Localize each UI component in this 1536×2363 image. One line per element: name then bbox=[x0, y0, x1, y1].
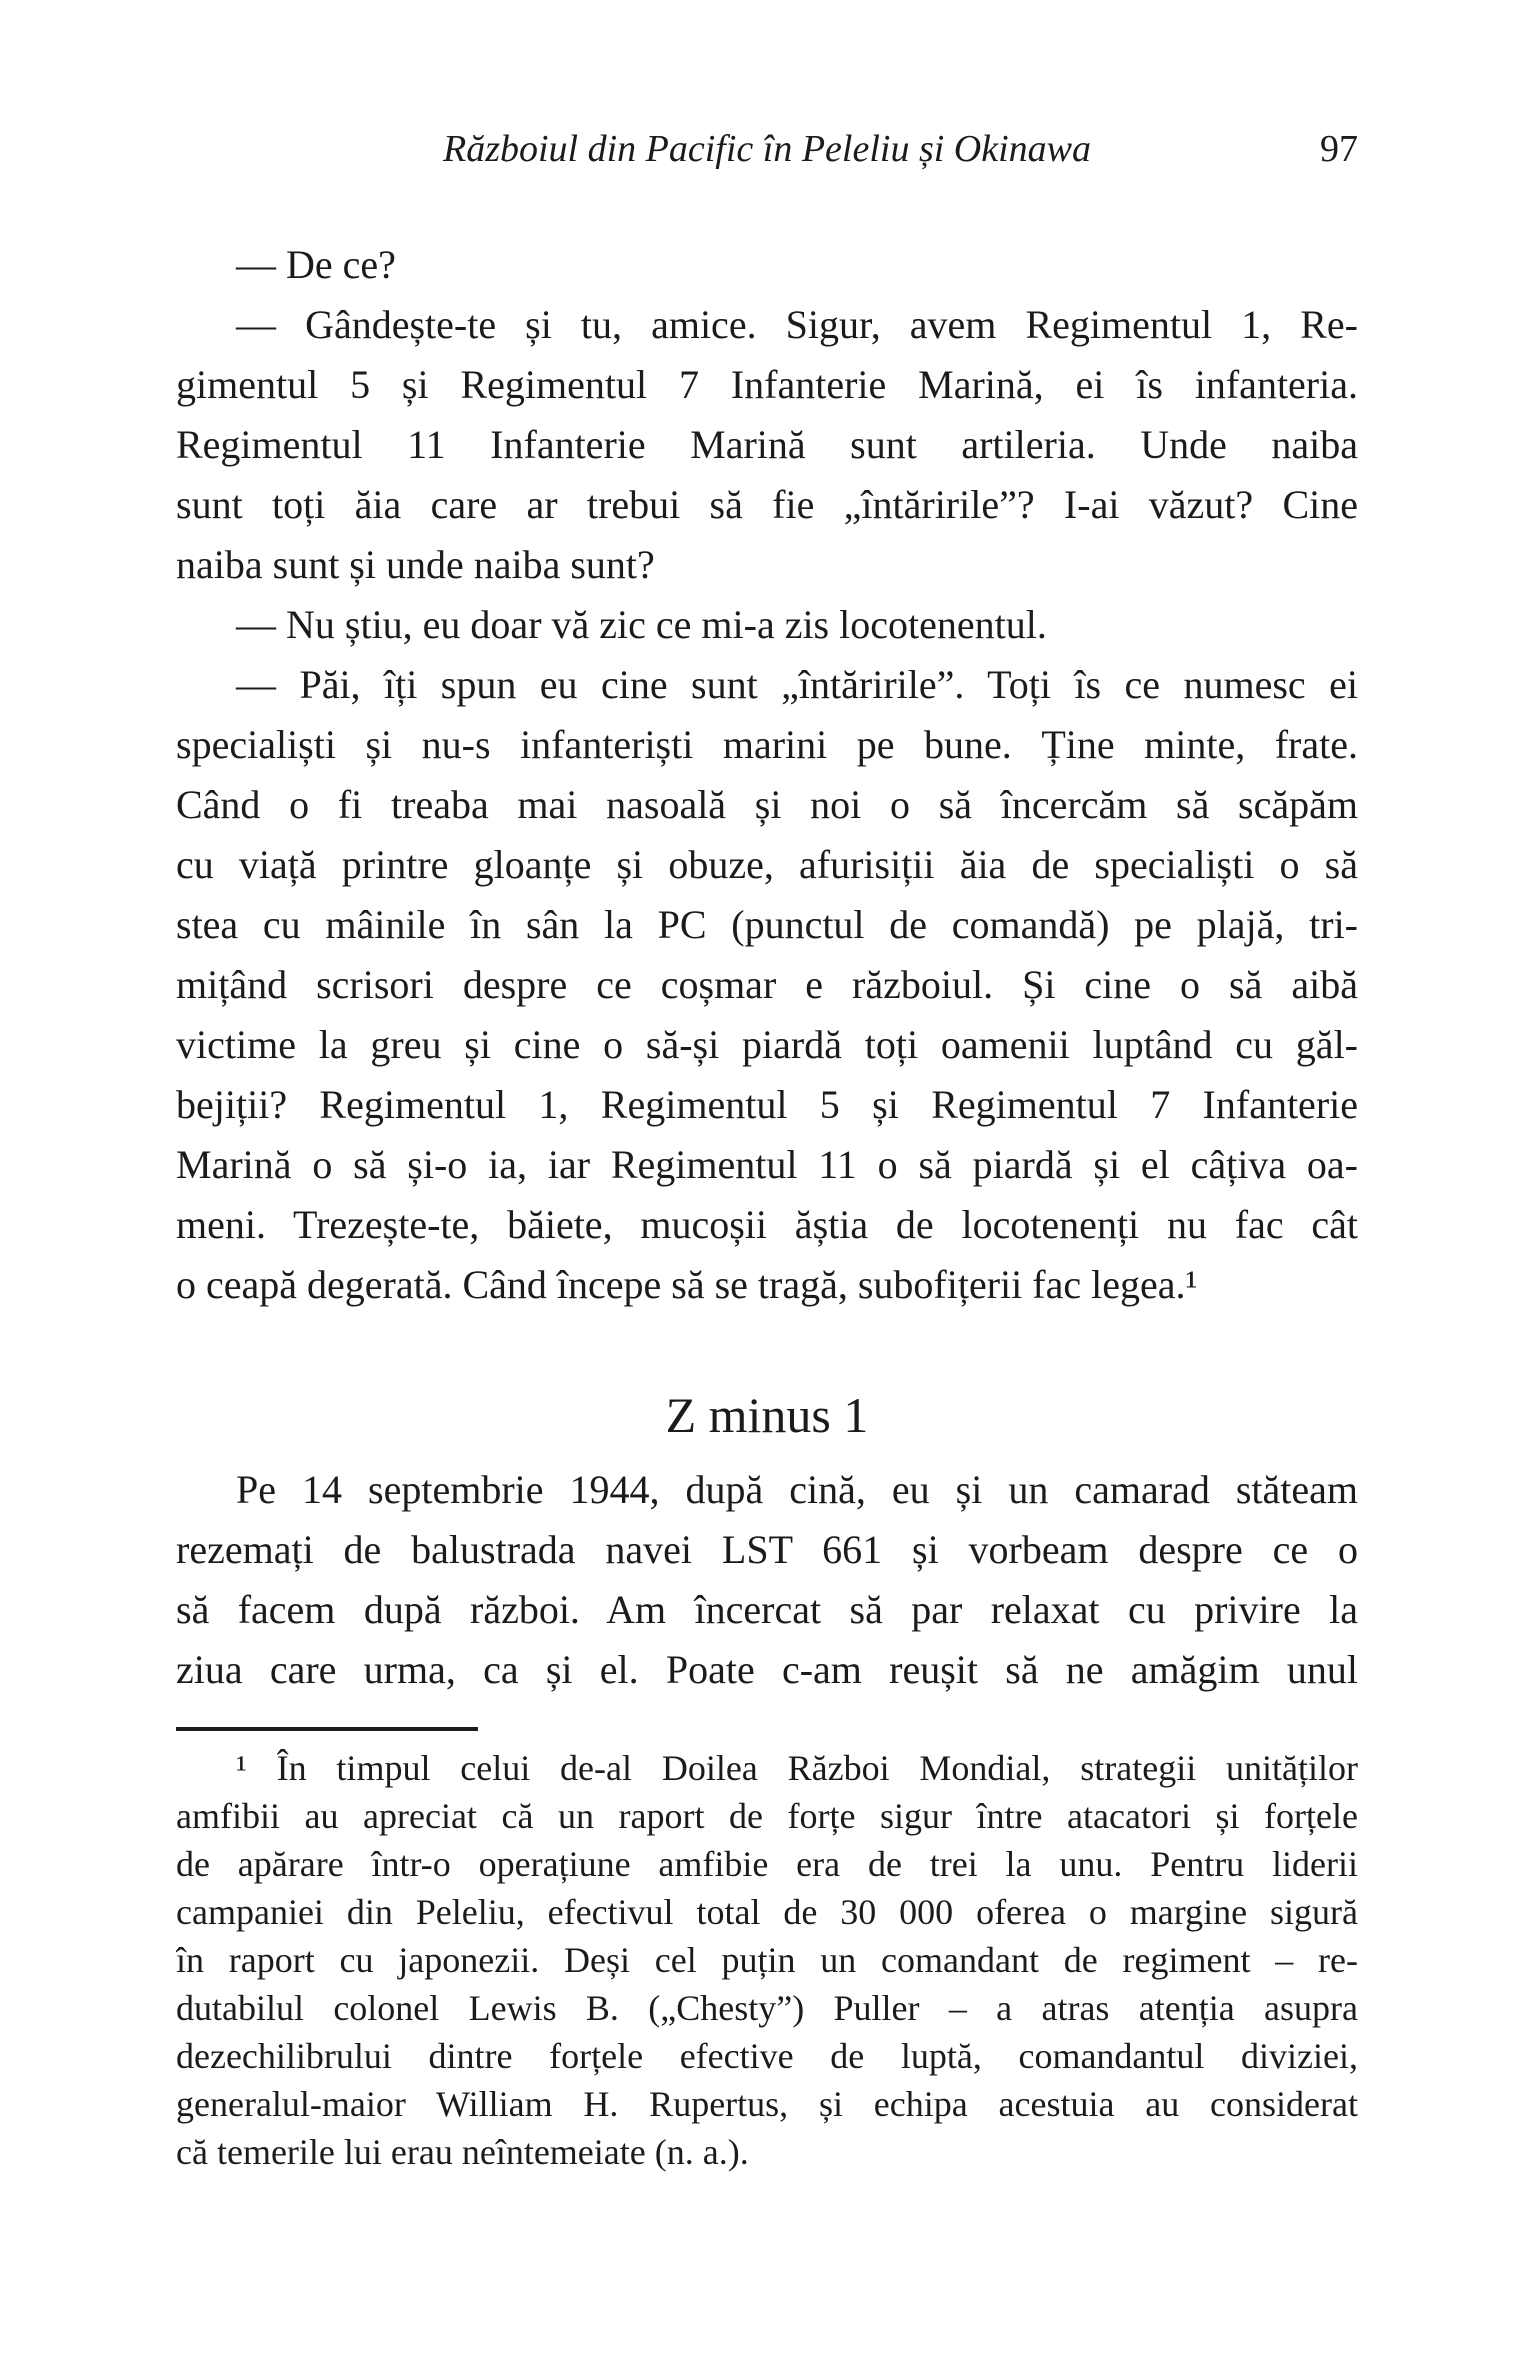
body-text-line: Pe 14 septembrie 1944, după cină, eu și un camarad stăteam bbox=[236, 1467, 1358, 1512]
body-text-line: specialiști și nu-s infanteriști marini pe bune. Ține minte, frate. bbox=[176, 722, 1358, 767]
footnote-text-line: campaniei din Peleliu, efectivul total de 30 000 oferea o margine sigură bbox=[176, 1892, 1358, 1932]
footnote-text-line: că temerile lui erau neîntemeiate (n. a.). bbox=[176, 2132, 749, 2172]
footnote-text-line: dutabilul colonel Lewis B. („Chesty”) Puller – a atras atenția asupra bbox=[176, 1988, 1358, 2028]
dialogue-paragraphs bbox=[176, 235, 1358, 1315]
body-text-line: Când o fi treaba mai nasoală și noi o să încercăm să scăpăm bbox=[176, 782, 1358, 827]
section-heading: Z minus 1 bbox=[665, 1387, 869, 1443]
footnote-text-line: în raport cu japonezii. Deși cel puțin un comandant de regiment – re- bbox=[176, 1940, 1358, 1980]
body-text-line: cu viață printre gloanțe și obuze, afurisiții ăia de specialiști o să bbox=[176, 842, 1358, 887]
body-text-line: Regimentul 11 Infanterie Marină sunt artileria. Unde naiba bbox=[176, 422, 1358, 467]
footnote-text-line: dezechilibrului dintre forțele efective de luptă, comandantul diviziei, bbox=[176, 2036, 1358, 2076]
body-text-line: o ceapă degerată. Când începe să se tragă, subofițerii fac legea.¹ bbox=[176, 1262, 1198, 1307]
body-text-line: bejiții? Regimentul 1, Regimentul 5 și Regimentul 7 Infanterie bbox=[176, 1082, 1358, 1127]
body-text-line: — Gândește-te și tu, amice. Sigur, avem Regimentul 1, Re- bbox=[236, 302, 1358, 347]
section-paragraph bbox=[176, 1460, 1358, 1700]
body-text-line: ziua care urma, ca și el. Poate c-am reușit să ne amăgim unul bbox=[176, 1647, 1358, 1692]
footnote-rule bbox=[176, 1727, 478, 1731]
body-text-line: mițând scrisori despre ce coșmar e războiul. Și cine o să aibă bbox=[176, 962, 1358, 1007]
body-text-line: victime la greu și cine o să-și piardă toți oamenii luptând cu găl- bbox=[176, 1022, 1358, 1067]
body-text-line: meni. Trezește-te, băiete, mucoșii ăștia de locotenenți nu fac cât bbox=[176, 1202, 1358, 1247]
body-text-line: rezemați de balustrada navei LST 661 și vorbeam despre ce o bbox=[176, 1527, 1358, 1572]
footnote-text-line: ¹ În timpul celui de-al Doilea Război Mondial, strategii unităților bbox=[236, 1748, 1358, 1788]
page-number: 97 bbox=[1320, 128, 1358, 170]
footnote-text-line: de apărare într-o operațiune amfibie era de trei la unu. Pentru liderii bbox=[176, 1844, 1358, 1884]
body-text-line: să facem după război. Am încercat să par relaxat cu privire la bbox=[176, 1587, 1358, 1632]
footnote bbox=[176, 1744, 1358, 2176]
footnote-text-line: generalul-maior William H. Rupertus, și echipa acestuia au considerat bbox=[176, 2084, 1358, 2124]
body-text-line: naiba sunt și unde naiba sunt? bbox=[176, 542, 655, 587]
body-text-line: sunt toți ăia care ar trebui să fie „întăririle”? I-ai văzut? Cine bbox=[176, 482, 1358, 527]
running-head bbox=[176, 126, 1358, 172]
chapter-title: Războiul din Pacific în Peleliu și Okinawa bbox=[442, 128, 1092, 170]
footnote-text-line: amfibii au apreciat că un raport de forțe sigur între atacatori și forțele bbox=[176, 1796, 1358, 1836]
body-text-line: stea cu mâinile în sân la PC (punctul de comandă) pe plajă, tri- bbox=[176, 902, 1358, 947]
body-text-line: — Nu știu, eu doar vă zic ce mi-a zis locotenentul. bbox=[236, 602, 1047, 647]
body-text-line: — De ce? bbox=[236, 242, 396, 287]
body-text-line: — Păi, îți spun eu cine sunt „întăririle”. Toți îs ce numesc ei bbox=[236, 662, 1358, 707]
body-text-line: gimentul 5 și Regimentul 7 Infanterie Marină, ei îs infanteria. bbox=[176, 362, 1358, 407]
body-text-line: Marină o să și-o ia, iar Regimentul 11 o să piardă și el câțiva oa- bbox=[176, 1142, 1358, 1187]
